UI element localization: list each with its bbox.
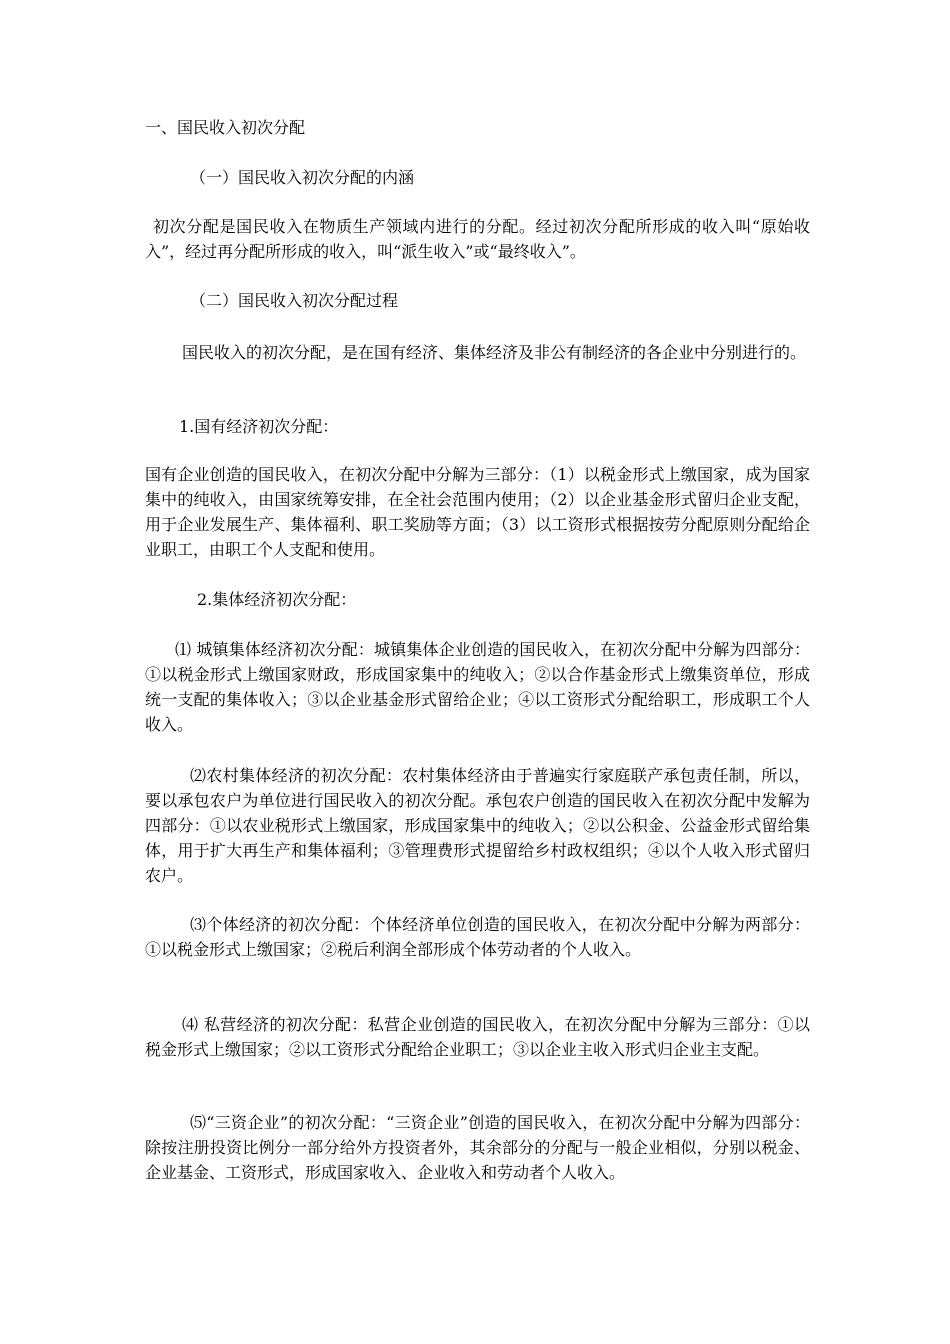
paragraph-urban-collective: ⑴ 城镇集体经济初次分配：城镇集体企业创造的国民收入，在初次分配中分解为四部分：①以税金形式上缴国家财政，形成国家集中的纯收入；②以合作基金形式上缴集资单位，形成统一支配的集体收入；③以企业基金形式留给企业；④以工资形式分配给职工，形成职工个人收入。 <box>145 640 810 734</box>
paragraph-state-owned: 国有企业创造的国民收入，在初次分配中分解为三部分：（1）以税金形式上缴国家，成为国家集中的纯收入，由国家统筹安排，在全社会范围内使用；（2）以企业基金形式留归企业支配，用于企业发展生产、集体福利、职工奖励等方面；（3）以工资形式根据按劳分配原则分配给企业职工，由职工个人支配和使用。 <box>145 465 810 559</box>
paragraph-foreign-invested: ⑸“三资企业”的初次分配：“三资企业”创造的国民收入，在初次分配中分解为四部分：除按注册投资比例分一部分给外方投资者外，其余部分的分配与一般企业相似，分别以税金、企业基金、工资形式，形成国家收入、企业收入和劳动者个人收入。 <box>145 1113 810 1182</box>
paragraph-private-economy: ⑷ 私营经济的初次分配：私营企业创造的国民收入，在初次分配中分解为三部分：①以税金形式上缴国家；②以工资形式分配给企业职工；③以企业主收入形式归企业主支配。 <box>145 1015 810 1059</box>
paragraph-process: 国民收入的初次分配，是在国有经济、集体经济及非公有制经济的各企业中分别进行的。 <box>182 343 807 362</box>
paragraph-rural-collective: ⑵农村集体经济的初次分配：农村集体经济由于普遍实行家庭联产承包责任制，所以，要以承包农户为单位进行国民收入的初次分配。承包农户创造的国民收入在初次分配中发解为四部分：①以农业税形式上缴国家，形成国家集中的纯收入；②以公积金、公益金形式留给集体，用于扩大再生产和集体福利；③管理费形式提留给乡村政权组织；④以个人收入形式留归农户。 <box>145 766 810 885</box>
subsection-heading-connotation: （一）国民收入初次分配的内涵 <box>190 168 415 187</box>
paragraph-connotation: 初次分配是国民收入在物质生产领域内进行的分配。经过初次分配所形成的收入叫“原始收入”，经过再分配所形成的收入，叫“派生收入”或“最终收入”。 <box>145 217 810 261</box>
item-state-owned: 1.国有经济初次分配： <box>179 417 339 436</box>
subsection-heading-process: （二）国民收入初次分配过程 <box>190 291 399 310</box>
section-heading: 一、国民收入初次分配 <box>145 118 306 137</box>
item-collective: 2.集体经济初次分配： <box>197 590 357 609</box>
paragraph-individual-economy: ⑶个体经济的初次分配：个体经济单位创造的国民收入，在初次分配中分解为两部分：①以税金形式上缴国家；②税后利润全部形成个体劳动者的个人收入。 <box>145 915 810 959</box>
